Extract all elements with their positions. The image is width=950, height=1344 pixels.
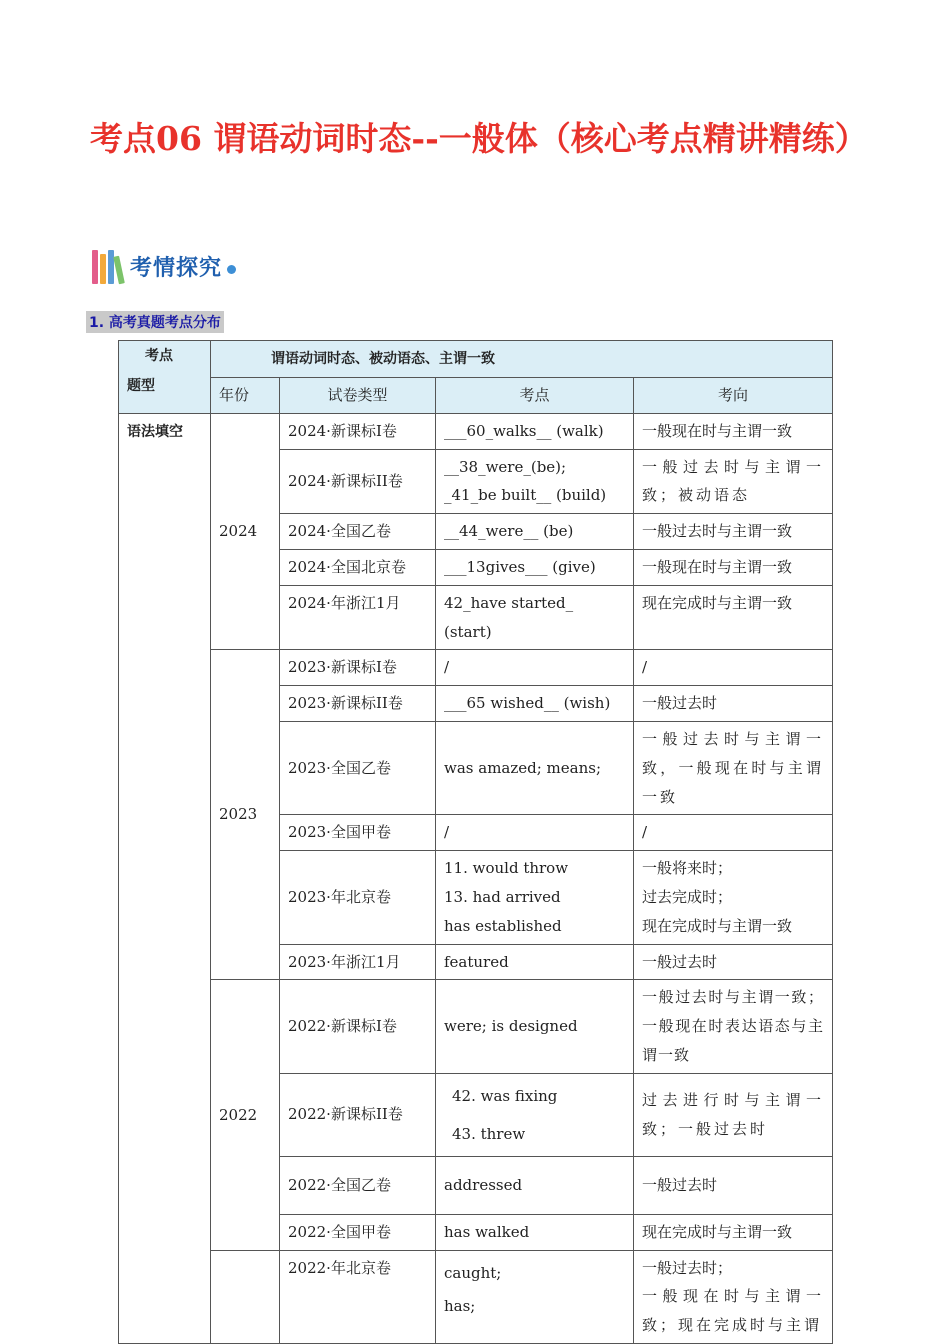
topic-header: 谓语动词时态、被动语态、主谓一致 xyxy=(211,341,833,378)
point-line: has established xyxy=(444,916,562,935)
year-cell: 2022 xyxy=(211,980,280,1250)
point-cell: was amazed; means; xyxy=(436,721,634,814)
header-row-columns xyxy=(119,378,833,414)
paper-cell: 2024·年浙江1月 xyxy=(280,585,436,650)
point-cell: __44_were__ (be) xyxy=(436,514,634,550)
point-cell: / xyxy=(436,815,634,851)
direction-cell: / xyxy=(634,815,833,851)
paper-cell: 2022·全国甲卷 xyxy=(280,1214,436,1250)
point-line: __38_were_(be); xyxy=(444,457,567,476)
direction-cell: 过去进行时与主谓一致；一般过去时 xyxy=(634,1073,833,1156)
year-cell: 2024 xyxy=(211,413,280,650)
paper-cell: 2022·全国乙卷 xyxy=(280,1156,436,1214)
col-header-direction: 考向 xyxy=(634,378,833,414)
direction-cell: 现在完成时与主谓一致 xyxy=(634,585,833,650)
corner-top: 考点 xyxy=(145,348,173,364)
paper-cell: 2023·全国乙卷 xyxy=(280,721,436,814)
table-row xyxy=(119,980,833,1073)
point-line: 43. threw xyxy=(452,1124,526,1143)
direction-cell: / xyxy=(634,650,833,686)
direction-line: 一般现在时与主谓一致；现在完成时与主谓 xyxy=(642,1287,824,1335)
direction-cell: 一般过去时与主谓一致，一般现在时与主谓一致 xyxy=(634,721,833,814)
paper-cell: 2024·全国北京卷 xyxy=(280,549,436,585)
direction-cell: 一般现在时与主谓一致 xyxy=(634,549,833,585)
paper-cell: 2024·新课标II卷 xyxy=(280,449,436,514)
point-cell: were; is designed xyxy=(436,980,634,1073)
table-row xyxy=(119,650,833,686)
paper-cell: 2023·全国甲卷 xyxy=(280,815,436,851)
point-cell: / xyxy=(436,650,634,686)
dot-icon xyxy=(227,265,236,274)
direction-cell: 一般现在时与主谓一致 xyxy=(634,413,833,449)
direction-cell: 一般过去时 xyxy=(634,944,833,980)
point-cell xyxy=(436,1250,634,1343)
direction-cell: 一般过去时 xyxy=(634,1156,833,1214)
page-title: 考点06 谓语动词时态--一般体（核心考点精讲精练） xyxy=(90,119,868,158)
direction-line: 现在完成时与主谓一致 xyxy=(642,916,793,935)
direction-line: 过去完成时； xyxy=(642,887,733,906)
point-cell: featured xyxy=(436,944,634,980)
point-cell xyxy=(436,1073,634,1156)
direction-cell: 一般过去时与主谓一致；一般现在时表达语态与主谓一致 xyxy=(634,980,833,1073)
banner-text: 考情探究 xyxy=(130,255,223,281)
point-line: 11. would throw xyxy=(444,859,569,878)
table-row xyxy=(119,413,833,449)
direction-line: 一般过去时； xyxy=(642,1258,733,1277)
question-type: 语法填空 xyxy=(119,413,211,1343)
paper-cell: 2022·新课标I卷 xyxy=(280,980,436,1073)
col-header-year: 年份 xyxy=(211,378,280,414)
table-row xyxy=(119,1250,833,1343)
direction-cell xyxy=(634,851,833,944)
point-line: 13. had arrived xyxy=(444,887,561,906)
exam-distribution-table xyxy=(118,340,833,1344)
point-cell: has walked xyxy=(436,1214,634,1250)
direction-cell xyxy=(634,1250,833,1343)
point-cell: addressed xyxy=(436,1156,634,1214)
point-cell: ___13gives___ (give) xyxy=(436,549,634,585)
paper-cell: 2023·年浙江1月 xyxy=(280,944,436,980)
paper-cell: 2023·年北京卷 xyxy=(280,851,436,944)
direction-line: 一般将来时； xyxy=(642,859,733,878)
point-cell: ___65 wished__ (wish) xyxy=(436,686,634,722)
paper-cell: 2024·新课标I卷 xyxy=(280,413,436,449)
paper-cell: 2023·新课标I卷 xyxy=(280,650,436,686)
point-line: _41_be built__ (build) xyxy=(444,486,607,505)
col-header-paper: 试卷类型 xyxy=(280,378,436,414)
books-icon xyxy=(92,248,124,284)
section-banner xyxy=(92,246,236,286)
point-cell: 42_have started_ (start) xyxy=(436,585,634,650)
year-cell: 2023 xyxy=(211,650,280,980)
paper-cell: 2022·新课标II卷 xyxy=(280,1073,436,1156)
year-cell-empty xyxy=(211,1250,280,1343)
paper-cell: 2024·全国乙卷 xyxy=(280,514,436,550)
direction-cell: 一般过去时与主谓一致；被动语态 xyxy=(634,449,833,514)
header-row-topic xyxy=(119,341,833,378)
point-cell xyxy=(436,851,634,944)
col-header-point: 考点 xyxy=(436,378,634,414)
point-line: caught; xyxy=(444,1263,502,1282)
corner-cell xyxy=(119,341,211,414)
paper-cell: 2022·年北京卷 xyxy=(280,1250,436,1343)
point-line: has; xyxy=(444,1296,476,1315)
section-heading: 1. 高考真题考点分布 xyxy=(86,311,224,333)
direction-cell: 一般过去时 xyxy=(634,686,833,722)
point-cell: ___60_walks__ (walk) xyxy=(436,413,634,449)
direction-cell: 现在完成时与主谓一致 xyxy=(634,1214,833,1250)
corner-bottom: 题型 xyxy=(127,378,155,394)
point-cell xyxy=(436,449,634,514)
point-line: 42. was fixing xyxy=(452,1086,558,1105)
direction-cell: 一般过去时与主谓一致 xyxy=(634,514,833,550)
paper-cell: 2023·新课标II卷 xyxy=(280,686,436,722)
